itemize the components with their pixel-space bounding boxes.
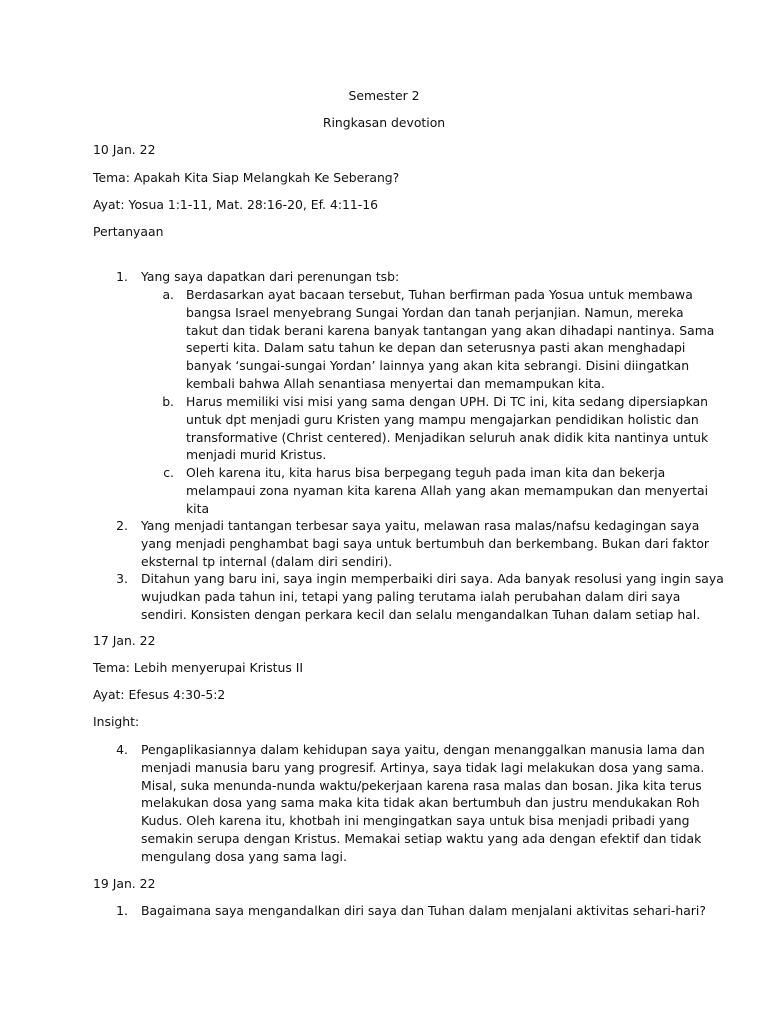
sublist-line: Berdasarkan ayat bacaan tersebut, Tuhan berfirman pada Yosua untuk membawa [186,287,693,302]
sublist-line: Harus memiliki visi misi yang sama dengan UPH. Di TC ini, kita sedang dipersiapkan [186,394,709,409]
entry-date: 10 Jan. 22 [93,142,156,157]
entry-theme: Tema: Lebih menyerupai Kristus II [93,660,304,675]
entry-verses: Ayat: Yosua 1:1-11, Mat. 28:16-20, Ef. 4:11-16 [93,197,379,212]
list-item-line: eksternal tp internal (dalam diri sendiri). [141,553,393,569]
document-title: Ringkasan devotion [322,115,446,130]
sublist-line: menjadi murid Kristus. [186,447,327,463]
list-item-line: Pengaplikasiannya dalam kehidupan saya yaitu, dengan menanggalkan manusia lama dan [141,742,705,757]
sublist-line: kembali bahwa Allah senantiasa menyertai dan memampukan kita. [186,376,605,391]
list-item-line: Kudus. Oleh karena itu, khotbah ini mengingatkan saya untuk bisa menjadi pribadi yang [141,813,690,829]
list-marker: 3. [116,571,128,586]
list-item-line: melakukan dosa yang sama maka kita tidak akan bertumbuh dan justru mendukakan Roh [141,795,700,811]
sublist-line: takut dan tidak berani karena banyak tantangan yang akan dihadapi nantinya. Sama [186,322,715,338]
list-item-text: Yang saya dapatkan dari perenungan tsb: [141,269,400,284]
entry-verses: Ayat: Efesus 4:30-5:2 [93,687,226,702]
sublist-marker: b. [162,394,174,409]
list-item-line: yang menjadi penghambat bagi saya untuk bertumbuh dan berkembang. Bukan dari faktor [141,535,710,551]
section-label: Insight: [93,714,140,729]
list-item-line: Misal, suka menunda-nunda waktu/pekerjaan karena rasa malas dan bosan. Jika kita terus [141,777,702,793]
list-item-line: menjadi manusia baru yang progresif. Artinya, saya tidak lagi melakukan dosa yang sama. [141,759,705,775]
list-item-line: Yang menjadi tantangan terbesar saya yaitu, melawan rasa malas/nafsu kedagingan saya [141,518,700,533]
list-item-line: Ditahun yang baru ini, saya ingin memperbaiki diri saya. Ada banyak resolusi yang ingin saya [141,571,724,586]
list-marker: 1. [116,269,128,284]
list-item-line: semakin serupa dengan Kristus. Memakai setiap waktu yang ada dengan efektif dan tidak [141,831,702,846]
list-item-line: mengulang dosa yang sama lagi. [141,848,347,864]
sublist-line: Oleh karena itu, kita harus bisa berpegang teguh pada iman kita dan bekerja [186,465,666,480]
sublist-line: bangsa Israel menyebrang Sungai Yordan dan tanah perjanjian. Namun, mereka [186,304,684,320]
entry-date: 19 Jan. 22 [93,876,156,891]
sublist-marker: c. [163,465,174,480]
sublist-line: kita [186,500,210,516]
list-item-line: sendiri. Konsisten dengan perkara kecil dan selalu mengandalkan Tuhan dalam setiap hal. [141,606,701,622]
sublist-marker: a. [162,287,174,302]
sublist-line: untuk dpt menjadi guru Kristen yang mampu mengajarkan pendidikan holistic dan [186,411,699,427]
section-label: Pertanyaan [93,224,164,239]
sublist-line: transformative (Christ centered). Menjadikan seluruh anak didik kita nantinya untuk [186,429,709,445]
list-item-text: Bagaimana saya mengandalkan diri saya dan Tuhan dalam menjalani aktivitas sehari-hari? [141,903,706,918]
sublist-line: banyak ‘sungai-sungai Yordan’ lainnya yang akan kita sebrangi. Disini diingatkan [186,358,690,374]
entry-theme: Tema: Apakah Kita Siap Melangkah Ke Seberang? [93,170,400,185]
list-marker: 1. [116,903,128,918]
semester-heading: Semester 2 [348,88,420,103]
sublist-line: melampaui zona nyaman kita karena Allah yang akan memampukan dan menyertai [186,482,709,498]
sublist-line: seperti kita. Dalam satu tahun ke depan dan seterusnya pasti akan menghadapi [186,340,686,356]
entry-date: 17 Jan. 22 [93,633,156,648]
list-marker: 2. [116,518,128,533]
list-marker: 4. [116,742,128,757]
list-item-line: wujudkan pada tahun ini, tetapi yang paling terutama ialah perubahan dalam diri saya [141,588,681,604]
